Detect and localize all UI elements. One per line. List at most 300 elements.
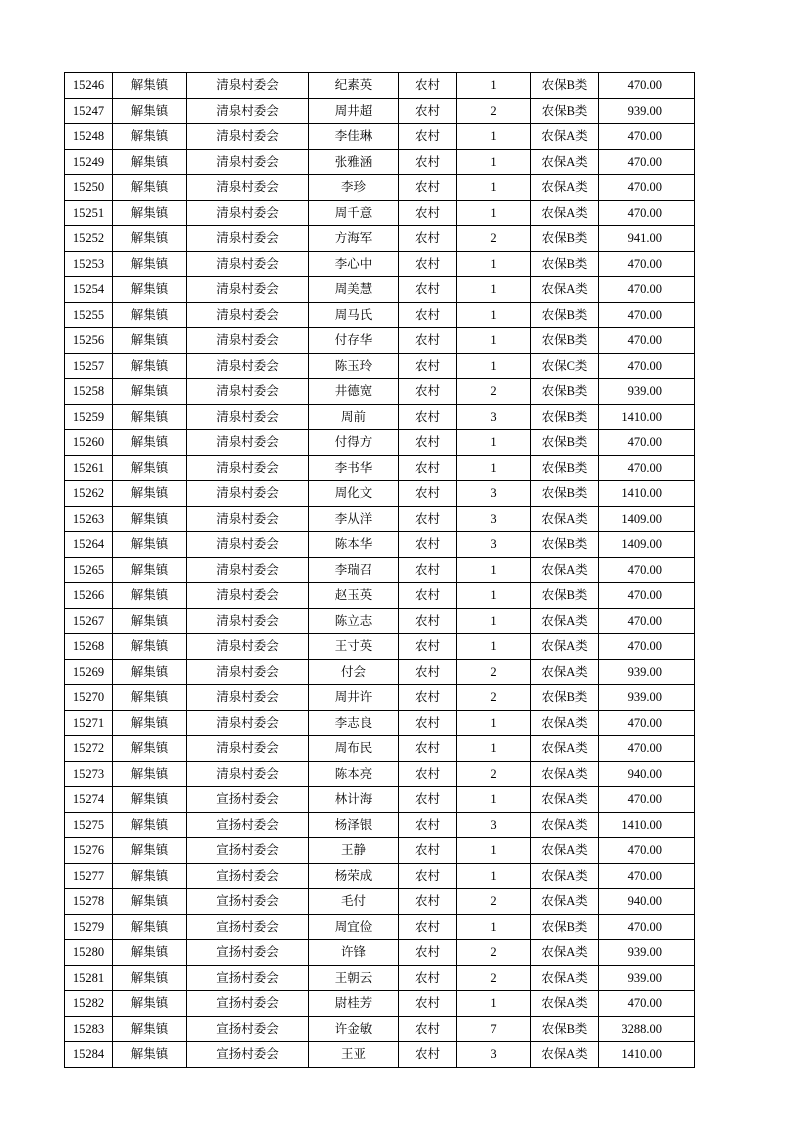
table-row — [65, 634, 695, 660]
cell-town: 解集镇 — [113, 532, 187, 558]
cell-insurance-category: 农保B类 — [531, 481, 599, 507]
cell-amount: 941.00 — [599, 226, 695, 252]
cell-person-name: 尉桂芳 — [309, 991, 399, 1017]
cell-village-committee: 宣扬村委会 — [187, 787, 309, 813]
cell-household-type: 农村 — [399, 430, 457, 456]
cell-person-name: 周井超 — [309, 98, 399, 124]
cell-household-type: 农村 — [399, 889, 457, 915]
table-body — [65, 73, 695, 1068]
cell-amount: 1410.00 — [599, 1042, 695, 1068]
cell-village-committee: 宣扬村委会 — [187, 812, 309, 838]
cell-village-committee: 清泉村委会 — [187, 73, 309, 99]
cell-household-type: 农村 — [399, 302, 457, 328]
cell-amount: 940.00 — [599, 761, 695, 787]
cell-household-type: 农村 — [399, 557, 457, 583]
cell-household-type: 农村 — [399, 175, 457, 201]
cell-amount: 470.00 — [599, 328, 695, 354]
cell-household-type: 农村 — [399, 226, 457, 252]
table-row — [65, 73, 695, 99]
cell-town: 解集镇 — [113, 175, 187, 201]
cell-amount: 470.00 — [599, 914, 695, 940]
cell-insurance-category: 农保B类 — [531, 404, 599, 430]
cell-person-count: 1 — [457, 175, 531, 201]
cell-village-committee: 清泉村委会 — [187, 175, 309, 201]
cell-household-type: 农村 — [399, 736, 457, 762]
cell-amount: 470.00 — [599, 73, 695, 99]
cell-village-committee: 宣扬村委会 — [187, 940, 309, 966]
cell-town: 解集镇 — [113, 98, 187, 124]
cell-household-type: 农村 — [399, 965, 457, 991]
cell-town: 解集镇 — [113, 838, 187, 864]
cell-household-type: 农村 — [399, 532, 457, 558]
cell-amount: 939.00 — [599, 659, 695, 685]
cell-town: 解集镇 — [113, 863, 187, 889]
table-row — [65, 1042, 695, 1068]
cell-person-count: 1 — [457, 914, 531, 940]
cell-insurance-category: 农保A类 — [531, 175, 599, 201]
cell-serial-number: 15256 — [65, 328, 113, 354]
cell-amount: 470.00 — [599, 251, 695, 277]
cell-household-type: 农村 — [399, 659, 457, 685]
cell-serial-number: 15284 — [65, 1042, 113, 1068]
cell-household-type: 农村 — [399, 761, 457, 787]
cell-person-name: 王朝云 — [309, 965, 399, 991]
cell-household-type: 农村 — [399, 685, 457, 711]
cell-household-type: 农村 — [399, 991, 457, 1017]
cell-serial-number: 15253 — [65, 251, 113, 277]
cell-village-committee: 清泉村委会 — [187, 430, 309, 456]
cell-town: 解集镇 — [113, 200, 187, 226]
cell-village-committee: 清泉村委会 — [187, 761, 309, 787]
cell-insurance-category: 农保A类 — [531, 200, 599, 226]
cell-town: 解集镇 — [113, 481, 187, 507]
table-row — [65, 251, 695, 277]
cell-village-committee: 清泉村委会 — [187, 98, 309, 124]
cell-person-count: 1 — [457, 634, 531, 660]
cell-town: 解集镇 — [113, 353, 187, 379]
cell-amount: 939.00 — [599, 685, 695, 711]
cell-serial-number: 15270 — [65, 685, 113, 711]
cell-insurance-category: 农保A类 — [531, 124, 599, 150]
cell-town: 解集镇 — [113, 149, 187, 175]
cell-serial-number: 15262 — [65, 481, 113, 507]
cell-serial-number: 15267 — [65, 608, 113, 634]
cell-person-count: 1 — [457, 863, 531, 889]
cell-village-committee: 宣扬村委会 — [187, 889, 309, 915]
cell-insurance-category: 农保B类 — [531, 251, 599, 277]
cell-amount: 470.00 — [599, 353, 695, 379]
cell-amount: 1409.00 — [599, 532, 695, 558]
cell-person-count: 2 — [457, 889, 531, 915]
cell-serial-number: 15265 — [65, 557, 113, 583]
cell-person-count: 1 — [457, 353, 531, 379]
cell-person-name: 李珍 — [309, 175, 399, 201]
cell-serial-number: 15260 — [65, 430, 113, 456]
cell-person-name: 杨荣成 — [309, 863, 399, 889]
cell-serial-number: 15271 — [65, 710, 113, 736]
table-row — [65, 608, 695, 634]
cell-village-committee: 清泉村委会 — [187, 302, 309, 328]
cell-serial-number: 15279 — [65, 914, 113, 940]
cell-serial-number: 15250 — [65, 175, 113, 201]
cell-household-type: 农村 — [399, 940, 457, 966]
table-row — [65, 736, 695, 762]
cell-village-committee: 清泉村委会 — [187, 557, 309, 583]
cell-town: 解集镇 — [113, 608, 187, 634]
cell-household-type: 农村 — [399, 583, 457, 609]
cell-insurance-category: 农保A类 — [531, 149, 599, 175]
cell-person-count: 2 — [457, 965, 531, 991]
cell-insurance-category: 农保A类 — [531, 787, 599, 813]
table-row — [65, 328, 695, 354]
cell-person-name: 张雅涵 — [309, 149, 399, 175]
cell-household-type: 农村 — [399, 787, 457, 813]
cell-village-committee: 清泉村委会 — [187, 200, 309, 226]
cell-town: 解集镇 — [113, 761, 187, 787]
cell-amount: 470.00 — [599, 787, 695, 813]
cell-person-name: 李书华 — [309, 455, 399, 481]
cell-person-name: 毛付 — [309, 889, 399, 915]
cell-town: 解集镇 — [113, 124, 187, 150]
cell-town: 解集镇 — [113, 889, 187, 915]
cell-person-count: 3 — [457, 812, 531, 838]
cell-insurance-category: 农保B类 — [531, 914, 599, 940]
cell-amount: 470.00 — [599, 710, 695, 736]
cell-amount: 470.00 — [599, 200, 695, 226]
cell-household-type: 农村 — [399, 455, 457, 481]
cell-village-committee: 清泉村委会 — [187, 736, 309, 762]
table-row — [65, 277, 695, 303]
table-row — [65, 379, 695, 405]
cell-person-name: 方海军 — [309, 226, 399, 252]
cell-town: 解集镇 — [113, 506, 187, 532]
cell-insurance-category: 农保B类 — [531, 226, 599, 252]
cell-village-committee: 清泉村委会 — [187, 455, 309, 481]
cell-person-name: 周布民 — [309, 736, 399, 762]
cell-person-count: 2 — [457, 685, 531, 711]
cell-household-type: 农村 — [399, 353, 457, 379]
cell-person-count: 3 — [457, 404, 531, 430]
cell-serial-number: 15272 — [65, 736, 113, 762]
cell-household-type: 农村 — [399, 634, 457, 660]
cell-person-name: 王寸英 — [309, 634, 399, 660]
table-row — [65, 226, 695, 252]
cell-insurance-category: 农保A类 — [531, 608, 599, 634]
cell-household-type: 农村 — [399, 251, 457, 277]
cell-person-name: 李从洋 — [309, 506, 399, 532]
cell-serial-number: 15278 — [65, 889, 113, 915]
cell-amount: 939.00 — [599, 965, 695, 991]
cell-person-name: 周千意 — [309, 200, 399, 226]
cell-amount: 470.00 — [599, 608, 695, 634]
cell-town: 解集镇 — [113, 914, 187, 940]
cell-insurance-category: 农保A类 — [531, 991, 599, 1017]
cell-person-count: 1 — [457, 787, 531, 813]
cell-amount: 470.00 — [599, 557, 695, 583]
cell-person-count: 7 — [457, 1016, 531, 1042]
cell-serial-number: 15280 — [65, 940, 113, 966]
cell-insurance-category: 农保A类 — [531, 557, 599, 583]
cell-town: 解集镇 — [113, 812, 187, 838]
cell-household-type: 农村 — [399, 98, 457, 124]
table-row — [65, 481, 695, 507]
cell-amount: 470.00 — [599, 277, 695, 303]
cell-town: 解集镇 — [113, 685, 187, 711]
cell-household-type: 农村 — [399, 838, 457, 864]
table-row — [65, 124, 695, 150]
cell-serial-number: 15273 — [65, 761, 113, 787]
cell-town: 解集镇 — [113, 557, 187, 583]
cell-amount: 470.00 — [599, 863, 695, 889]
table-row — [65, 863, 695, 889]
cell-insurance-category: 农保B类 — [531, 455, 599, 481]
cell-person-count: 1 — [457, 838, 531, 864]
cell-insurance-category: 农保B类 — [531, 685, 599, 711]
cell-household-type: 农村 — [399, 710, 457, 736]
cell-person-count: 2 — [457, 659, 531, 685]
cell-insurance-category: 农保A类 — [531, 812, 599, 838]
cell-town: 解集镇 — [113, 736, 187, 762]
cell-town: 解集镇 — [113, 659, 187, 685]
cell-village-committee: 宣扬村委会 — [187, 914, 309, 940]
cell-person-name: 周前 — [309, 404, 399, 430]
cell-village-committee: 清泉村委会 — [187, 685, 309, 711]
cell-person-count: 1 — [457, 583, 531, 609]
cell-village-committee: 清泉村委会 — [187, 404, 309, 430]
cell-household-type: 农村 — [399, 277, 457, 303]
cell-insurance-category: 农保B类 — [531, 532, 599, 558]
cell-household-type: 农村 — [399, 608, 457, 634]
cell-serial-number: 15283 — [65, 1016, 113, 1042]
cell-village-committee: 宣扬村委会 — [187, 838, 309, 864]
cell-person-count: 1 — [457, 73, 531, 99]
cell-person-count: 1 — [457, 736, 531, 762]
cell-village-committee: 清泉村委会 — [187, 226, 309, 252]
cell-town: 解集镇 — [113, 634, 187, 660]
cell-person-count: 1 — [457, 149, 531, 175]
cell-amount: 470.00 — [599, 430, 695, 456]
cell-serial-number: 15249 — [65, 149, 113, 175]
cell-person-count: 1 — [457, 608, 531, 634]
table-row — [65, 404, 695, 430]
table-row — [65, 940, 695, 966]
cell-person-count: 3 — [457, 1042, 531, 1068]
cell-person-name: 周宜俭 — [309, 914, 399, 940]
cell-household-type: 农村 — [399, 124, 457, 150]
cell-person-count: 3 — [457, 506, 531, 532]
cell-serial-number: 15251 — [65, 200, 113, 226]
cell-person-name: 付得方 — [309, 430, 399, 456]
cell-person-name: 李瑞召 — [309, 557, 399, 583]
cell-insurance-category: 农保B类 — [531, 379, 599, 405]
cell-serial-number: 15255 — [65, 302, 113, 328]
table-row — [65, 787, 695, 813]
pension-roster-table — [64, 72, 695, 1068]
cell-village-committee: 宣扬村委会 — [187, 1042, 309, 1068]
cell-town: 解集镇 — [113, 1016, 187, 1042]
table-row — [65, 302, 695, 328]
cell-town: 解集镇 — [113, 965, 187, 991]
cell-town: 解集镇 — [113, 787, 187, 813]
cell-insurance-category: 农保B类 — [531, 430, 599, 456]
table-row — [65, 991, 695, 1017]
cell-insurance-category: 农保A类 — [531, 838, 599, 864]
cell-town: 解集镇 — [113, 277, 187, 303]
cell-village-committee: 宣扬村委会 — [187, 991, 309, 1017]
table-row — [65, 583, 695, 609]
cell-town: 解集镇 — [113, 1042, 187, 1068]
cell-insurance-category: 农保A类 — [531, 761, 599, 787]
cell-town: 解集镇 — [113, 251, 187, 277]
cell-serial-number: 15281 — [65, 965, 113, 991]
cell-serial-number: 15282 — [65, 991, 113, 1017]
cell-amount: 1410.00 — [599, 812, 695, 838]
cell-household-type: 农村 — [399, 506, 457, 532]
cell-insurance-category: 农保B类 — [531, 328, 599, 354]
cell-serial-number: 15258 — [65, 379, 113, 405]
cell-person-name: 付存华 — [309, 328, 399, 354]
cell-town: 解集镇 — [113, 430, 187, 456]
cell-person-name: 李佳琳 — [309, 124, 399, 150]
cell-serial-number: 15276 — [65, 838, 113, 864]
cell-person-name: 井德宽 — [309, 379, 399, 405]
cell-amount: 470.00 — [599, 736, 695, 762]
cell-person-count: 1 — [457, 328, 531, 354]
cell-village-committee: 清泉村委会 — [187, 659, 309, 685]
table-row — [65, 506, 695, 532]
cell-town: 解集镇 — [113, 328, 187, 354]
table-row — [65, 353, 695, 379]
cell-person-count: 3 — [457, 532, 531, 558]
cell-serial-number: 15264 — [65, 532, 113, 558]
cell-insurance-category: 农保A类 — [531, 1042, 599, 1068]
cell-insurance-category: 农保B类 — [531, 1016, 599, 1042]
cell-person-count: 1 — [457, 710, 531, 736]
cell-village-committee: 清泉村委会 — [187, 124, 309, 150]
cell-village-committee: 清泉村委会 — [187, 710, 309, 736]
table-row — [65, 532, 695, 558]
cell-person-name: 陈本华 — [309, 532, 399, 558]
cell-serial-number: 15268 — [65, 634, 113, 660]
table-row — [65, 430, 695, 456]
cell-insurance-category: 农保A类 — [531, 710, 599, 736]
cell-insurance-category: 农保A类 — [531, 889, 599, 915]
cell-village-committee: 宣扬村委会 — [187, 863, 309, 889]
cell-amount: 939.00 — [599, 940, 695, 966]
cell-person-name: 纪素英 — [309, 73, 399, 99]
table-row — [65, 1016, 695, 1042]
cell-person-count: 2 — [457, 98, 531, 124]
cell-household-type: 农村 — [399, 812, 457, 838]
cell-amount: 470.00 — [599, 991, 695, 1017]
cell-amount: 3288.00 — [599, 1016, 695, 1042]
cell-town: 解集镇 — [113, 302, 187, 328]
cell-insurance-category: 农保A类 — [531, 634, 599, 660]
cell-serial-number: 15259 — [65, 404, 113, 430]
table-row — [65, 889, 695, 915]
cell-village-committee: 清泉村委会 — [187, 379, 309, 405]
table-row — [65, 914, 695, 940]
cell-person-count: 1 — [457, 302, 531, 328]
table-row — [65, 149, 695, 175]
cell-person-name: 林计海 — [309, 787, 399, 813]
cell-person-count: 2 — [457, 761, 531, 787]
cell-person-name: 陈本亮 — [309, 761, 399, 787]
cell-serial-number: 15277 — [65, 863, 113, 889]
cell-person-name: 许金敏 — [309, 1016, 399, 1042]
cell-household-type: 农村 — [399, 149, 457, 175]
cell-household-type: 农村 — [399, 328, 457, 354]
cell-person-name: 周化文 — [309, 481, 399, 507]
cell-insurance-category: 农保B类 — [531, 98, 599, 124]
cell-village-committee: 清泉村委会 — [187, 634, 309, 660]
cell-amount: 470.00 — [599, 302, 695, 328]
cell-person-name: 周马氏 — [309, 302, 399, 328]
cell-village-committee: 清泉村委会 — [187, 608, 309, 634]
cell-serial-number: 15246 — [65, 73, 113, 99]
cell-town: 解集镇 — [113, 710, 187, 736]
cell-amount: 470.00 — [599, 634, 695, 660]
document-page — [64, 72, 695, 1068]
cell-serial-number: 15261 — [65, 455, 113, 481]
cell-insurance-category: 农保B类 — [531, 73, 599, 99]
cell-person-count: 1 — [457, 200, 531, 226]
cell-town: 解集镇 — [113, 226, 187, 252]
cell-town: 解集镇 — [113, 379, 187, 405]
cell-town: 解集镇 — [113, 991, 187, 1017]
cell-person-name: 李志良 — [309, 710, 399, 736]
cell-person-count: 1 — [457, 455, 531, 481]
cell-amount: 470.00 — [599, 838, 695, 864]
cell-serial-number: 15263 — [65, 506, 113, 532]
cell-serial-number: 15248 — [65, 124, 113, 150]
cell-household-type: 农村 — [399, 73, 457, 99]
table-row — [65, 761, 695, 787]
cell-serial-number: 15252 — [65, 226, 113, 252]
cell-household-type: 农村 — [399, 200, 457, 226]
table-row — [65, 710, 695, 736]
cell-amount: 470.00 — [599, 175, 695, 201]
cell-village-committee: 清泉村委会 — [187, 277, 309, 303]
cell-town: 解集镇 — [113, 73, 187, 99]
cell-town: 解集镇 — [113, 583, 187, 609]
cell-household-type: 农村 — [399, 481, 457, 507]
cell-person-name: 周井许 — [309, 685, 399, 711]
cell-amount: 470.00 — [599, 124, 695, 150]
cell-person-name: 许锋 — [309, 940, 399, 966]
cell-insurance-category: 农保A类 — [531, 506, 599, 532]
cell-amount: 1410.00 — [599, 404, 695, 430]
cell-village-committee: 宣扬村委会 — [187, 965, 309, 991]
cell-insurance-category: 农保B类 — [531, 583, 599, 609]
cell-insurance-category: 农保A类 — [531, 659, 599, 685]
cell-person-name: 周美慧 — [309, 277, 399, 303]
cell-household-type: 农村 — [399, 914, 457, 940]
cell-amount: 940.00 — [599, 889, 695, 915]
cell-person-count: 1 — [457, 557, 531, 583]
cell-insurance-category: 农保A类 — [531, 736, 599, 762]
cell-person-name: 王亚 — [309, 1042, 399, 1068]
cell-person-count: 1 — [457, 124, 531, 150]
cell-person-name: 陈玉玲 — [309, 353, 399, 379]
cell-insurance-category: 农保A类 — [531, 277, 599, 303]
table-row — [65, 455, 695, 481]
cell-person-count: 1 — [457, 251, 531, 277]
cell-village-committee: 清泉村委会 — [187, 328, 309, 354]
cell-person-count: 2 — [457, 226, 531, 252]
cell-person-count: 1 — [457, 991, 531, 1017]
cell-insurance-category: 农保A类 — [531, 863, 599, 889]
